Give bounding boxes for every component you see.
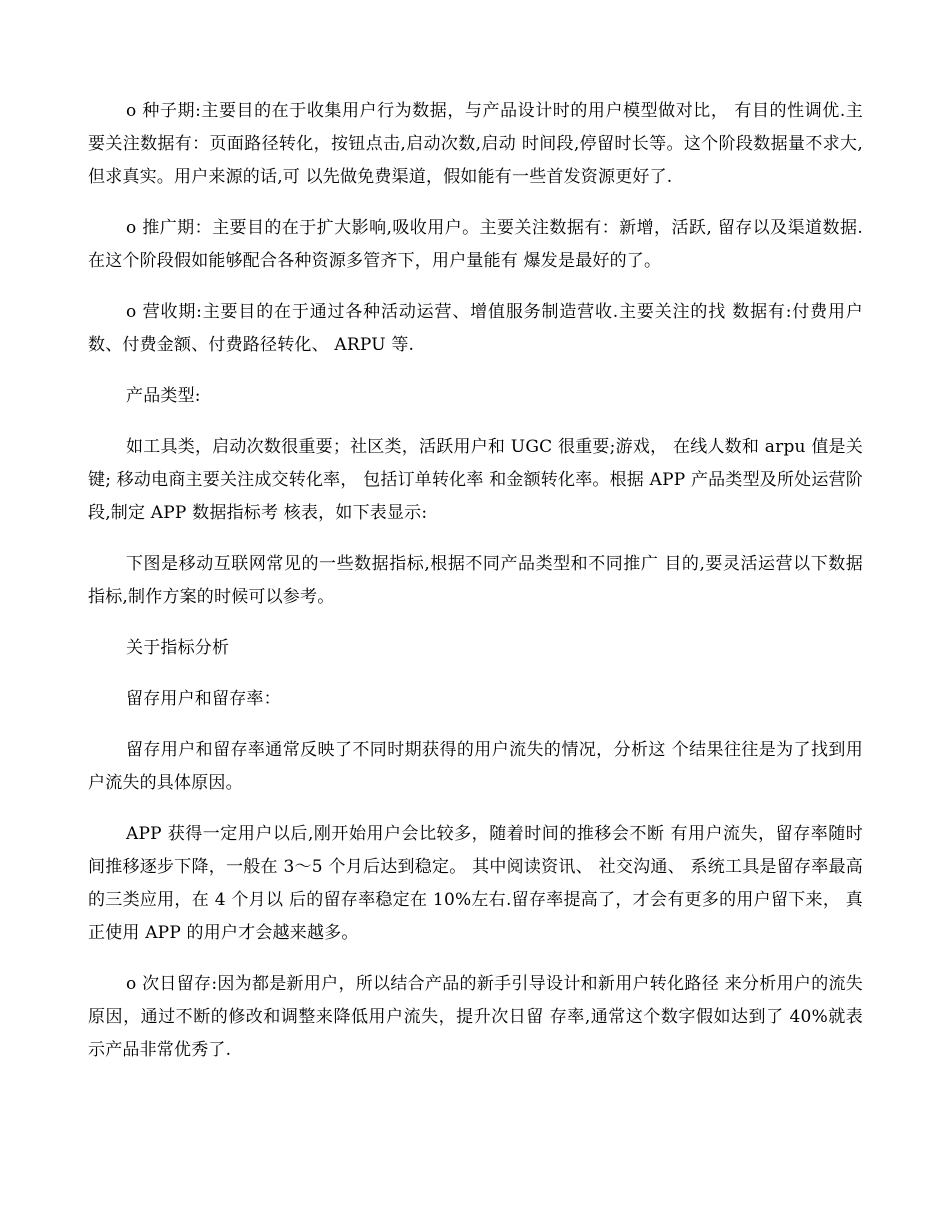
paragraph-seed-stage: o 种子期:主要目的在于收集用户行为数据，与产品设计时的用户模型做对比， 有目的性调优.主要关注数据有：页面路径转化，按钮点击,启动次数,启动 时间段,停留时长等。这个阶段数据量不求大,但求真实。用户来源的话,可 以先做免费渠道，假如能有一些首发资源更好了. bbox=[88, 101, 863, 187]
paragraph-revenue-stage: o 营收期:主要目的在于通过各种活动运营、增值服务制造营收.主要关注的找 数据有:付费用户数、付费金额、付费路径转化、 ARPU 等. bbox=[88, 302, 863, 355]
paragraph-metric-analysis-heading: 关于指标分析 bbox=[126, 638, 230, 658]
paragraph-product-type-detail: 如工具类，启动次数很重要；社区类，活跃用户和 UGC 很重要;游戏， 在线人数和 arpu 值是关键; 移动电商主要关注成交转化率， 包括订单转化率 和金额转化率。根据 APP 产品类型及所处运营阶段,制定 APP 数据指标考 核表，如下表显示: bbox=[88, 437, 863, 523]
paragraph-retention-trend: APP 获得一定用户以后,刚开始用户会比较多，随着时间的推移会不断 有用户流失，留存率随时间推移逐步下降，一般在 3～5 个月后达到稳定。 其中阅读资讯、 社交沟通、 系统工具是留存率最高的三类应用，在 4 个月以 后的留存率稳定在 10%左右.留存率提高了，才会有更多的用户留下来， 真正使用 APP 的用户才会越来越多。 bbox=[88, 824, 863, 943]
document-body bbox=[88, 95, 863, 1085]
paragraph-product-type-heading: 产品类型: bbox=[126, 386, 201, 406]
paragraph-promotion-stage: o 推广期：主要目的在于扩大影响,吸收用户。主要关注数据有：新增，活跃, 留存以及渠道数据.在这个阶段假如能够配合各种资源多管齐下，用户量能有 爆发是最好的了。 bbox=[88, 218, 863, 271]
paragraph-next-day-retention: o 次日留存:因为都是新用户，所以结合产品的新手引导设计和新用户转化路径 来分析用户的流失原因，通过不断的修改和调整来降低用户流失，提升次日留 存率,通常这个数字假如达到了 40%就表示产品非常优秀了. bbox=[88, 974, 863, 1060]
paragraph-metrics-intro: 下图是移动互联网常见的一些数据指标,根据不同产品类型和不同推广 目的,要灵活运营以下数据指标,制作方案的时候可以参考。 bbox=[88, 554, 863, 607]
paragraph-retention-definition: 留存用户和留存率通常反映了不同时期获得的用户流失的情况，分析这 个结果往往是为了找到用户流失的具体原因。 bbox=[88, 740, 863, 793]
paragraph-retention-heading: 留存用户和留存率： bbox=[126, 689, 281, 709]
